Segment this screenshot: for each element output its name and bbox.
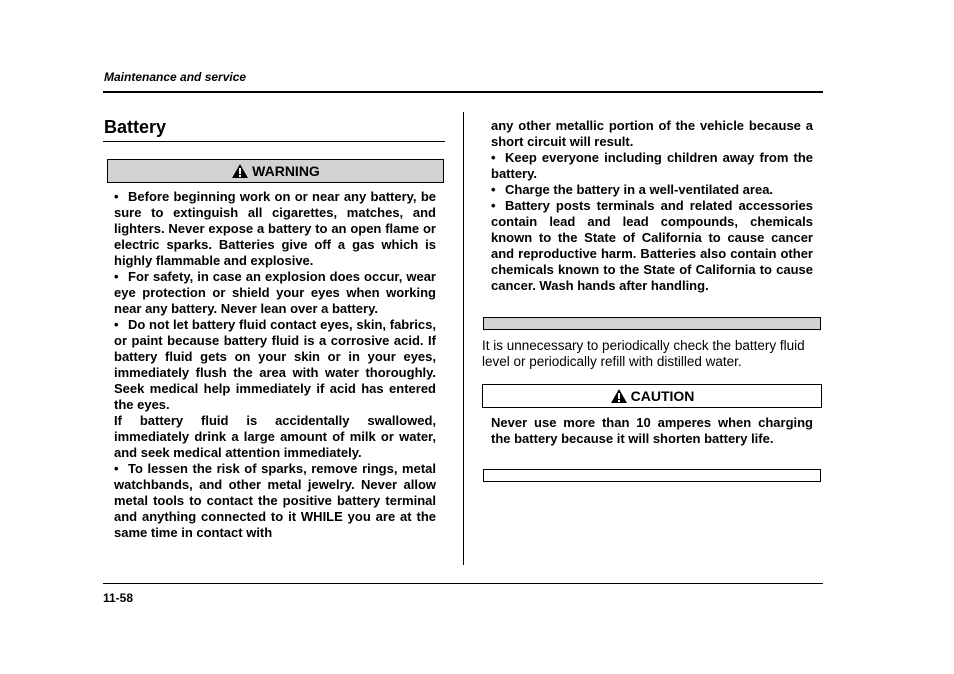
- bullet-icon: •: [114, 269, 119, 284]
- caution-text: [491, 415, 813, 447]
- warning-item: • Battery posts terminals and related accessories contain lead and lead compounds, chemicals known to the State of California to cause cancer and reproductive harm. Batteries also contain other chemicals known to the State of California to cause cancer. Wash hands after handling.: [491, 198, 813, 293]
- caution-banner: [482, 384, 822, 408]
- column-divider: [463, 112, 464, 565]
- warning-end-bar: [483, 317, 821, 330]
- section-title: Battery: [104, 117, 167, 137]
- caution-triangle-icon: [610, 388, 628, 404]
- warning-banner: [107, 159, 444, 183]
- caution-paragraph: Never use more than 10 amperes when charging the battery because it will shorten battery life.: [491, 415, 813, 446]
- bullet-icon: •: [114, 317, 119, 332]
- warning-item: • Do not let battery fluid contact eyes, skin, fabrics, or paint because battery fluid is a corrosive acid. If battery fluid gets on your skin or in your eyes, immediately flush the area with water thoroughly. Seek medical help immediately if acid has entered the eyes.: [114, 317, 436, 412]
- warning-triangle-icon: [231, 163, 249, 179]
- page-number: 11-58: [103, 591, 134, 605]
- bullet-icon: •: [491, 198, 496, 213]
- title-rule: [103, 141, 445, 142]
- warning-item: • Keep everyone including children away from the battery.: [491, 150, 813, 181]
- warning-item: • For safety, in case an explosion does occur, wear eye protection or shield your eyes when working near any battery. Never lean over a battery.: [114, 269, 436, 316]
- bullet-icon: •: [491, 182, 496, 197]
- warning-item: • Charge the battery in a well-ventilated area.: [491, 182, 774, 197]
- bullet-icon: •: [491, 150, 496, 165]
- warning-item: • To lessen the risk of sparks, remove rings, metal watchbands, and other metal jewelry. Never allow metal tools to contact the positive battery terminal and anything connected to it WHILE you are at the same time in contact with: [114, 461, 436, 540]
- caution-end-bar: [483, 469, 821, 482]
- bullet-icon: •: [114, 461, 119, 476]
- caution-label: CAUTION: [630, 388, 695, 404]
- warning-label: WARNING: [252, 163, 320, 179]
- header-rule: [103, 91, 823, 93]
- warning-text: [114, 189, 436, 541]
- warning-item: If battery fluid is accidentally swallowed, immediately drink a large amount of milk or water, and seek medical attention immediately.: [114, 413, 436, 460]
- warning-item: any other metallic portion of the vehicle because a short circuit will result.: [491, 118, 813, 149]
- footer-rule: [103, 583, 823, 584]
- running-header: Maintenance and service: [104, 70, 247, 84]
- bullet-icon: •: [114, 189, 119, 204]
- warning-text-continued: [491, 118, 813, 294]
- body-paragraph: It is unnecessary to periodically check the battery fluid level or periodically refill with distilled water.: [482, 338, 805, 369]
- warning-item: • Before beginning work on or near any battery, be sure to extinguish all cigarettes, matches, and lighters. Never expose a battery to an open flame or electric sparks. Batteries give off a gas which is highly flammable and explosive.: [114, 189, 436, 268]
